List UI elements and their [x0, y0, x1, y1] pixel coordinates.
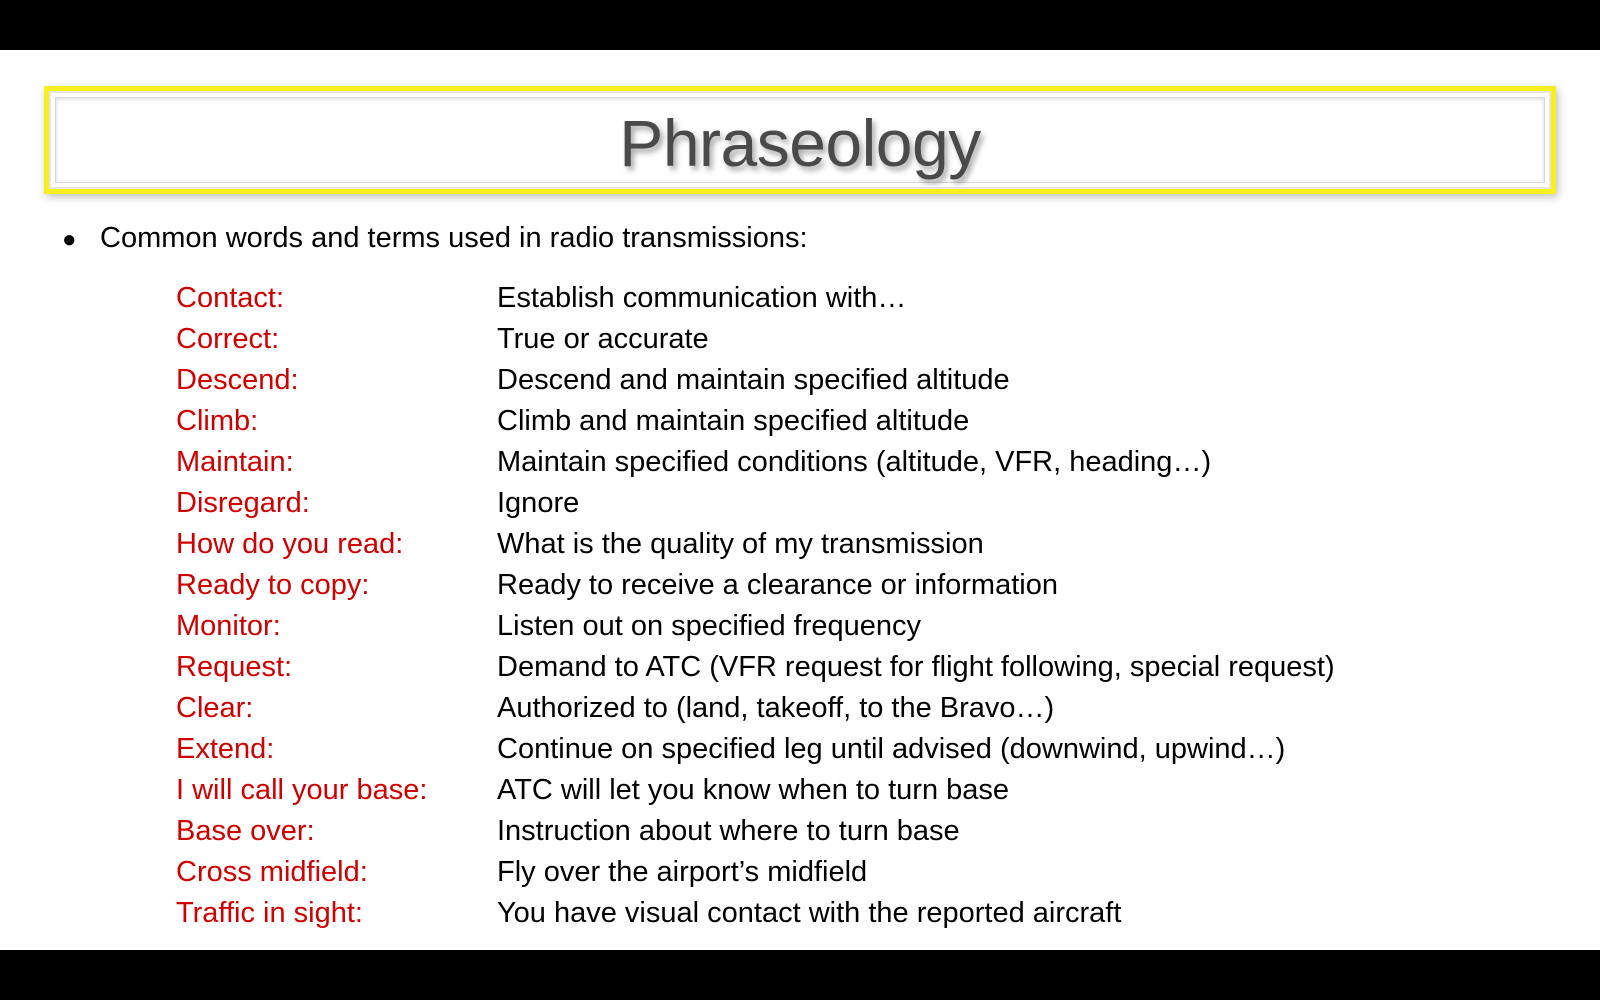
term-row: [176, 360, 1536, 401]
term-definition: Instruction about where to turn base: [497, 815, 960, 847]
term-definition: Authorized to (land, takeoff, to the Bravo…): [497, 692, 1055, 724]
term-label: Base over:: [176, 815, 315, 847]
term-definition: True or accurate: [497, 323, 709, 355]
letterbox-bottom: [0, 950, 1600, 1000]
title-box: [44, 86, 1556, 194]
term-row: [176, 278, 1536, 319]
term-row: [176, 811, 1536, 852]
term-label: Request:: [176, 651, 293, 683]
term-row: [176, 483, 1536, 524]
term-label: Contact:: [176, 282, 284, 314]
term-label: Ready to copy:: [176, 569, 370, 601]
term-label: Monitor:: [176, 610, 281, 642]
term-label: Traffic in sight:: [176, 897, 363, 929]
term-label: Disregard:: [176, 487, 310, 519]
term-label: Climb:: [176, 405, 259, 437]
letterbox-top: [0, 0, 1600, 50]
term-definition: Descend and maintain specified altitude: [497, 364, 1010, 396]
term-row: [176, 565, 1536, 606]
terms-list: [176, 278, 1536, 934]
term-row: [176, 729, 1536, 770]
slide-title: Phraseology: [619, 106, 981, 180]
term-row: [176, 893, 1536, 934]
term-definition: You have visual contact with the reported aircraft: [497, 897, 1122, 929]
term-label: Cross midfield:: [176, 856, 368, 888]
term-label: Maintain:: [176, 446, 294, 478]
term-label: How do you read:: [176, 528, 404, 560]
term-row: [176, 319, 1536, 360]
term-row: [176, 688, 1536, 729]
term-row: [176, 401, 1536, 442]
term-label: Clear:: [176, 692, 254, 724]
intro-text: Common words and terms used in radio transmissions:: [100, 222, 808, 254]
term-label: I will call your base:: [176, 774, 428, 806]
term-definition: Listen out on specified frequency: [497, 610, 921, 642]
term-row: [176, 770, 1536, 811]
term-row: [176, 647, 1536, 688]
term-definition: Fly over the airport’s midfield: [497, 856, 868, 888]
term-label: Correct:: [176, 323, 280, 355]
term-definition: What is the quality of my transmission: [497, 528, 984, 560]
term-row: [176, 524, 1536, 565]
term-label: Extend:: [176, 733, 275, 765]
term-row: [176, 442, 1536, 483]
term-definition: Ready to receive a clearance or information: [497, 569, 1058, 601]
intro-line: [62, 222, 808, 255]
term-definition: Continue on specified leg until advised (downwind, upwind…): [497, 733, 1286, 765]
term-definition: Ignore: [497, 487, 580, 519]
bullet-icon: ●: [62, 226, 77, 253]
term-label: Descend:: [176, 364, 299, 396]
term-definition: Establish communication with…: [497, 282, 907, 314]
slide: [0, 50, 1600, 950]
term-row: [176, 606, 1536, 647]
term-definition: Maintain specified conditions (altitude, VFR, heading…): [497, 446, 1212, 478]
term-definition: ATC will let you know when to turn base: [497, 774, 1010, 806]
term-definition: Demand to ATC (VFR request for flight following, special request): [497, 651, 1335, 683]
term-definition: Climb and maintain specified altitude: [497, 405, 970, 437]
term-row: [176, 852, 1536, 893]
